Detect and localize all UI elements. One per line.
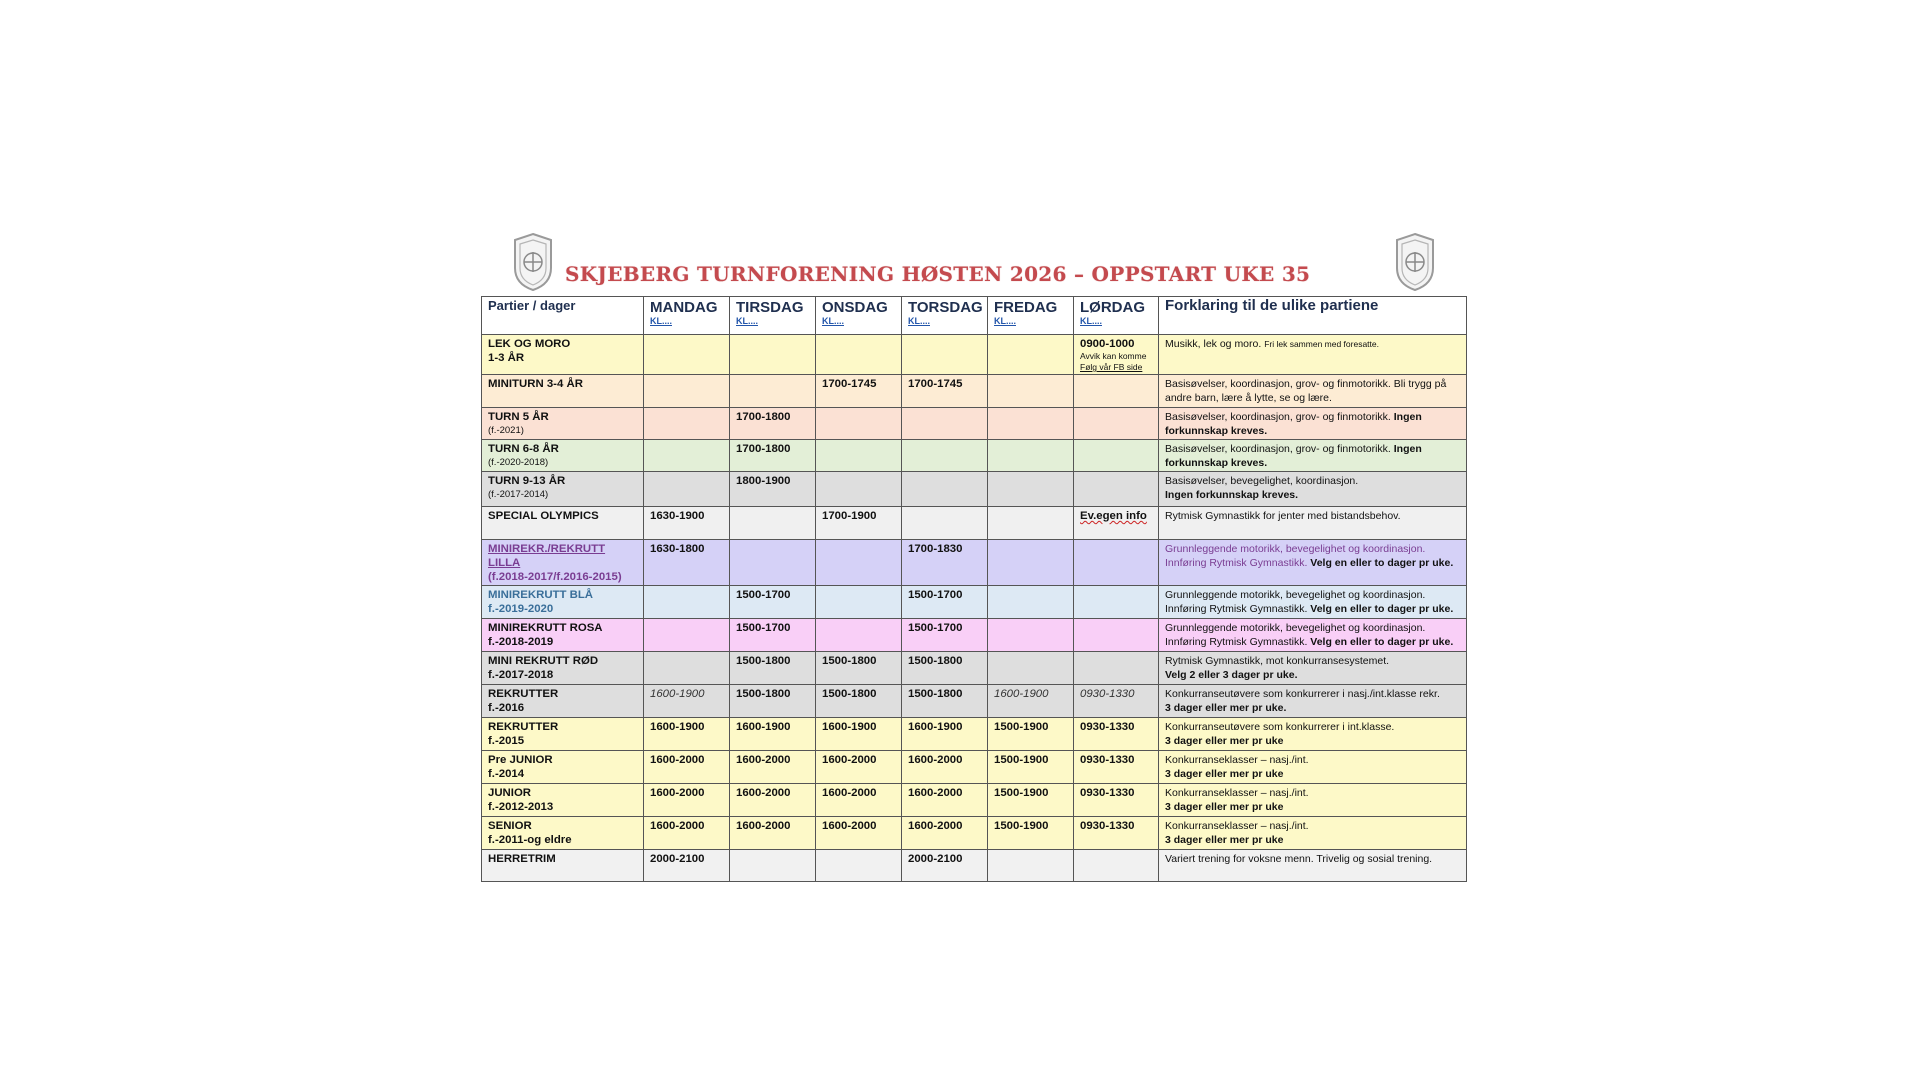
explanation-cell: Variert trening for voksne menn. Trivelig og sosial trening. (1159, 850, 1467, 882)
time-cell (816, 408, 902, 440)
time-cell (1074, 440, 1159, 472)
time-cell: 1600-1900 (644, 685, 730, 718)
time-cell: 1700-1830 (902, 540, 988, 586)
time-cell (730, 540, 816, 586)
time-cell: 1500-1800 (902, 652, 988, 685)
table-row (482, 751, 1467, 784)
time-cell: 1600-1900 (902, 718, 988, 751)
party-cell: Pre JUNIOR f.-2014 (482, 751, 644, 784)
club-logo-right (1394, 232, 1436, 292)
time-cell: 1500-1700 (902, 586, 988, 619)
table-row (482, 619, 1467, 652)
header-explanation: Forklaring til de ulike partiene (1159, 297, 1467, 335)
time-cell: 1600-2000 (730, 751, 816, 784)
time-cell: 0930-1330 (1074, 718, 1159, 751)
time-cell (730, 375, 816, 408)
explanation-cell: Konkurranseklasser – nasj./int. 3 dager eller mer pr uke (1159, 751, 1467, 784)
title-row (481, 230, 1466, 296)
time-cell (644, 619, 730, 652)
time-cell (902, 472, 988, 507)
time-cell: 1500-1900 (988, 784, 1074, 817)
party-cell: MINIREKRUTT BLÅ f.-2019-2020 (482, 586, 644, 619)
explanation-cell: Konkurranseutøvere som konkurrerer i int.klasse. 3 dager eller mer pr uke (1159, 718, 1467, 751)
time-cell: 1600-2000 (816, 784, 902, 817)
time-cell: 1500-1900 (988, 751, 1074, 784)
time-cell: 1600-1900 (730, 718, 816, 751)
time-cell: 1600-2000 (644, 751, 730, 784)
party-cell: MINITURN 3-4 ÅR (482, 375, 644, 408)
time-cell (1074, 540, 1159, 586)
time-cell: 2000-2100 (644, 850, 730, 882)
time-cell (816, 586, 902, 619)
time-cell: 1500-1700 (730, 619, 816, 652)
time-cell (730, 335, 816, 375)
time-cell (988, 586, 1074, 619)
time-cell (988, 507, 1074, 540)
time-cell: 0930-1330 (1074, 784, 1159, 817)
time-cell (816, 619, 902, 652)
table-row (482, 440, 1467, 472)
time-cell (1074, 850, 1159, 882)
time-cell (730, 850, 816, 882)
party-cell: TURN 5 ÅR (f.-2021) (482, 408, 644, 440)
time-cell: 1600-2000 (902, 751, 988, 784)
table-row (482, 652, 1467, 685)
party-cell: REKRUTTER f.-2016 (482, 685, 644, 718)
table-row (482, 784, 1467, 817)
header-day: LØRDAG KL.... (1074, 297, 1159, 335)
time-cell (816, 335, 902, 375)
header-day: ONSDAG KL.... (816, 297, 902, 335)
party-cell: SPECIAL OLYMPICS (482, 507, 644, 540)
time-cell: 2000-2100 (902, 850, 988, 882)
time-cell (988, 652, 1074, 685)
time-cell (644, 472, 730, 507)
table-row (482, 540, 1467, 586)
time-cell (1074, 375, 1159, 408)
time-cell: 1600-2000 (816, 817, 902, 850)
page-title: SKJEBERG TURNFORENING HØSTEN 2026 – OPPSTART UKE 35 (565, 262, 1311, 286)
party-cell: LEK OG MORO 1-3 ÅR (482, 335, 644, 375)
time-cell (1074, 472, 1159, 507)
time-cell: Ev.egen info (1074, 507, 1159, 540)
header-day: TIRSDAG KL.... (730, 297, 816, 335)
time-cell (902, 335, 988, 375)
time-cell (816, 850, 902, 882)
time-cell (988, 375, 1074, 408)
time-cell: 1500-1800 (816, 652, 902, 685)
explanation-cell: Musikk, lek og moro. Fri lek sammen med foresatte. (1159, 335, 1467, 375)
time-cell: 1600-1900 (644, 718, 730, 751)
table-row (482, 408, 1467, 440)
table-row (482, 507, 1467, 540)
time-cell (644, 440, 730, 472)
time-cell: 1700-1900 (816, 507, 902, 540)
table-row (482, 586, 1467, 619)
header-parti: Partier / dager (482, 297, 644, 335)
party-cell: MINI REKRUTT RØD f.-2017-2018 (482, 652, 644, 685)
table-row (482, 335, 1467, 375)
time-cell: 1500-1900 (988, 718, 1074, 751)
header-day: TORSDAG KL.... (902, 297, 988, 335)
time-cell: 1500-1800 (816, 685, 902, 718)
time-cell: 1500-1900 (988, 817, 1074, 850)
time-cell: 1600-2000 (816, 751, 902, 784)
table-row (482, 718, 1467, 751)
time-cell (1074, 652, 1159, 685)
party-cell: MINIREKR./REKRUTT LILLA (f.2018-2017/f.2016-2015) (482, 540, 644, 586)
time-cell (988, 540, 1074, 586)
time-cell: 0930-1330 (1074, 685, 1159, 718)
time-cell (644, 408, 730, 440)
time-cell (902, 507, 988, 540)
party-cell: JUNIOR f.-2012-2013 (482, 784, 644, 817)
party-cell: SENIOR f.-2011-og eldre (482, 817, 644, 850)
explanation-cell: Basisøvelser, koordinasjon, grov- og finmotorikk. Ingen forkunnskap kreves. (1159, 408, 1467, 440)
time-cell (816, 472, 902, 507)
time-cell (816, 440, 902, 472)
time-cell: 0930-1330 (1074, 751, 1159, 784)
explanation-cell: Rytmisk Gymnastikk for jenter med bistandsbehov. (1159, 507, 1467, 540)
time-cell (988, 619, 1074, 652)
time-cell: 1500-1800 (730, 652, 816, 685)
time-cell (644, 586, 730, 619)
explanation-cell: Konkurranseklasser – nasj./int. 3 dager eller mer pr uke (1159, 817, 1467, 850)
table-row (482, 817, 1467, 850)
explanation-cell: Grunnleggende motorikk, bevegelighet og koordinasjon. Innføring Rytmisk Gymnastikk. Velg en eller to dager pr uke. (1159, 619, 1467, 652)
time-cell: 1600-2000 (644, 817, 730, 850)
club-logo-left (512, 232, 554, 292)
header-day: FREDAG KL.... (988, 297, 1074, 335)
time-cell: 1600-1900 (816, 718, 902, 751)
time-cell (988, 408, 1074, 440)
time-cell: 1600-1900 (988, 685, 1074, 718)
time-cell: 1700-1745 (902, 375, 988, 408)
time-cell: 1600-2000 (644, 784, 730, 817)
time-cell (1074, 408, 1159, 440)
explanation-cell: Basisøvelser, koordinasjon, grov- og finmotorikk. Ingen forkunnskap kreves. (1159, 440, 1467, 472)
explanation-cell: Rytmisk Gymnastikk, mot konkurransesystemet. Velg 2 eller 3 dager pr uke. (1159, 652, 1467, 685)
time-cell (1074, 619, 1159, 652)
time-cell: 1500-1800 (730, 685, 816, 718)
time-cell (902, 408, 988, 440)
party-cell: TURN 6-8 ÅR (f.-2020-2018) (482, 440, 644, 472)
header-day: MANDAG KL.... (644, 297, 730, 335)
explanation-cell: Basisøvelser, bevegelighet, koordinasjon. Ingen forkunnskap kreves. (1159, 472, 1467, 507)
time-cell (988, 850, 1074, 882)
time-cell: 1600-2000 (730, 817, 816, 850)
time-cell: 1700-1800 (730, 440, 816, 472)
time-cell: 0930-1330 (1074, 817, 1159, 850)
time-cell (902, 440, 988, 472)
time-cell: 1630-1800 (644, 540, 730, 586)
explanation-cell: Grunnleggende motorikk, bevegelighet og koordinasjon. Innføring Rytmisk Gymnastikk. Velg en eller to dager pr uke. (1159, 586, 1467, 619)
time-cell (644, 335, 730, 375)
table-row (482, 685, 1467, 718)
explanation-cell: Basisøvelser, koordinasjon, grov- og finmotorikk. Bli trygg på andre barn, lære å lytte, se og lære. (1159, 375, 1467, 408)
party-cell: HERRETRIM (482, 850, 644, 882)
explanation-cell: Grunnleggende motorikk, bevegelighet og koordinasjon. Innføring Rytmisk Gymnastikk. Velg en eller to dager pr uke. (1159, 540, 1467, 586)
time-cell: 1500-1800 (902, 685, 988, 718)
explanation-cell: Konkurranseklasser – nasj./int. 3 dager eller mer pr uke (1159, 784, 1467, 817)
time-cell (730, 507, 816, 540)
explanation-cell: Konkurranseutøvere som konkurrerer i nasj./int.klasse rekr. 3 dager eller mer pr uke. (1159, 685, 1467, 718)
time-cell: 1700-1745 (816, 375, 902, 408)
party-cell: MINIREKRUTT ROSA f.-2018-2019 (482, 619, 644, 652)
time-cell (816, 540, 902, 586)
time-cell: 1600-2000 (902, 817, 988, 850)
party-cell: REKRUTTER f.-2015 (482, 718, 644, 751)
table-row (482, 375, 1467, 408)
header-row (482, 297, 1467, 335)
time-cell (1074, 586, 1159, 619)
time-cell: 1500-1700 (902, 619, 988, 652)
table-row (482, 850, 1467, 882)
schedule-sheet (481, 230, 1466, 882)
time-cell (988, 440, 1074, 472)
schedule-table (481, 296, 1467, 882)
time-cell: 0900-1000 Avvik kan komme Følg vår FB side (1074, 335, 1159, 375)
time-cell: 1800-1900 (730, 472, 816, 507)
time-cell: 1700-1800 (730, 408, 816, 440)
time-cell (988, 335, 1074, 375)
time-cell: 1600-2000 (730, 784, 816, 817)
time-cell: 1600-2000 (902, 784, 988, 817)
party-cell: TURN 9-13 ÅR (f.-2017-2014) (482, 472, 644, 507)
time-cell: 1500-1700 (730, 586, 816, 619)
time-cell (644, 652, 730, 685)
time-cell (644, 375, 730, 408)
time-cell: 1630-1900 (644, 507, 730, 540)
time-cell (988, 472, 1074, 507)
table-row (482, 472, 1467, 507)
